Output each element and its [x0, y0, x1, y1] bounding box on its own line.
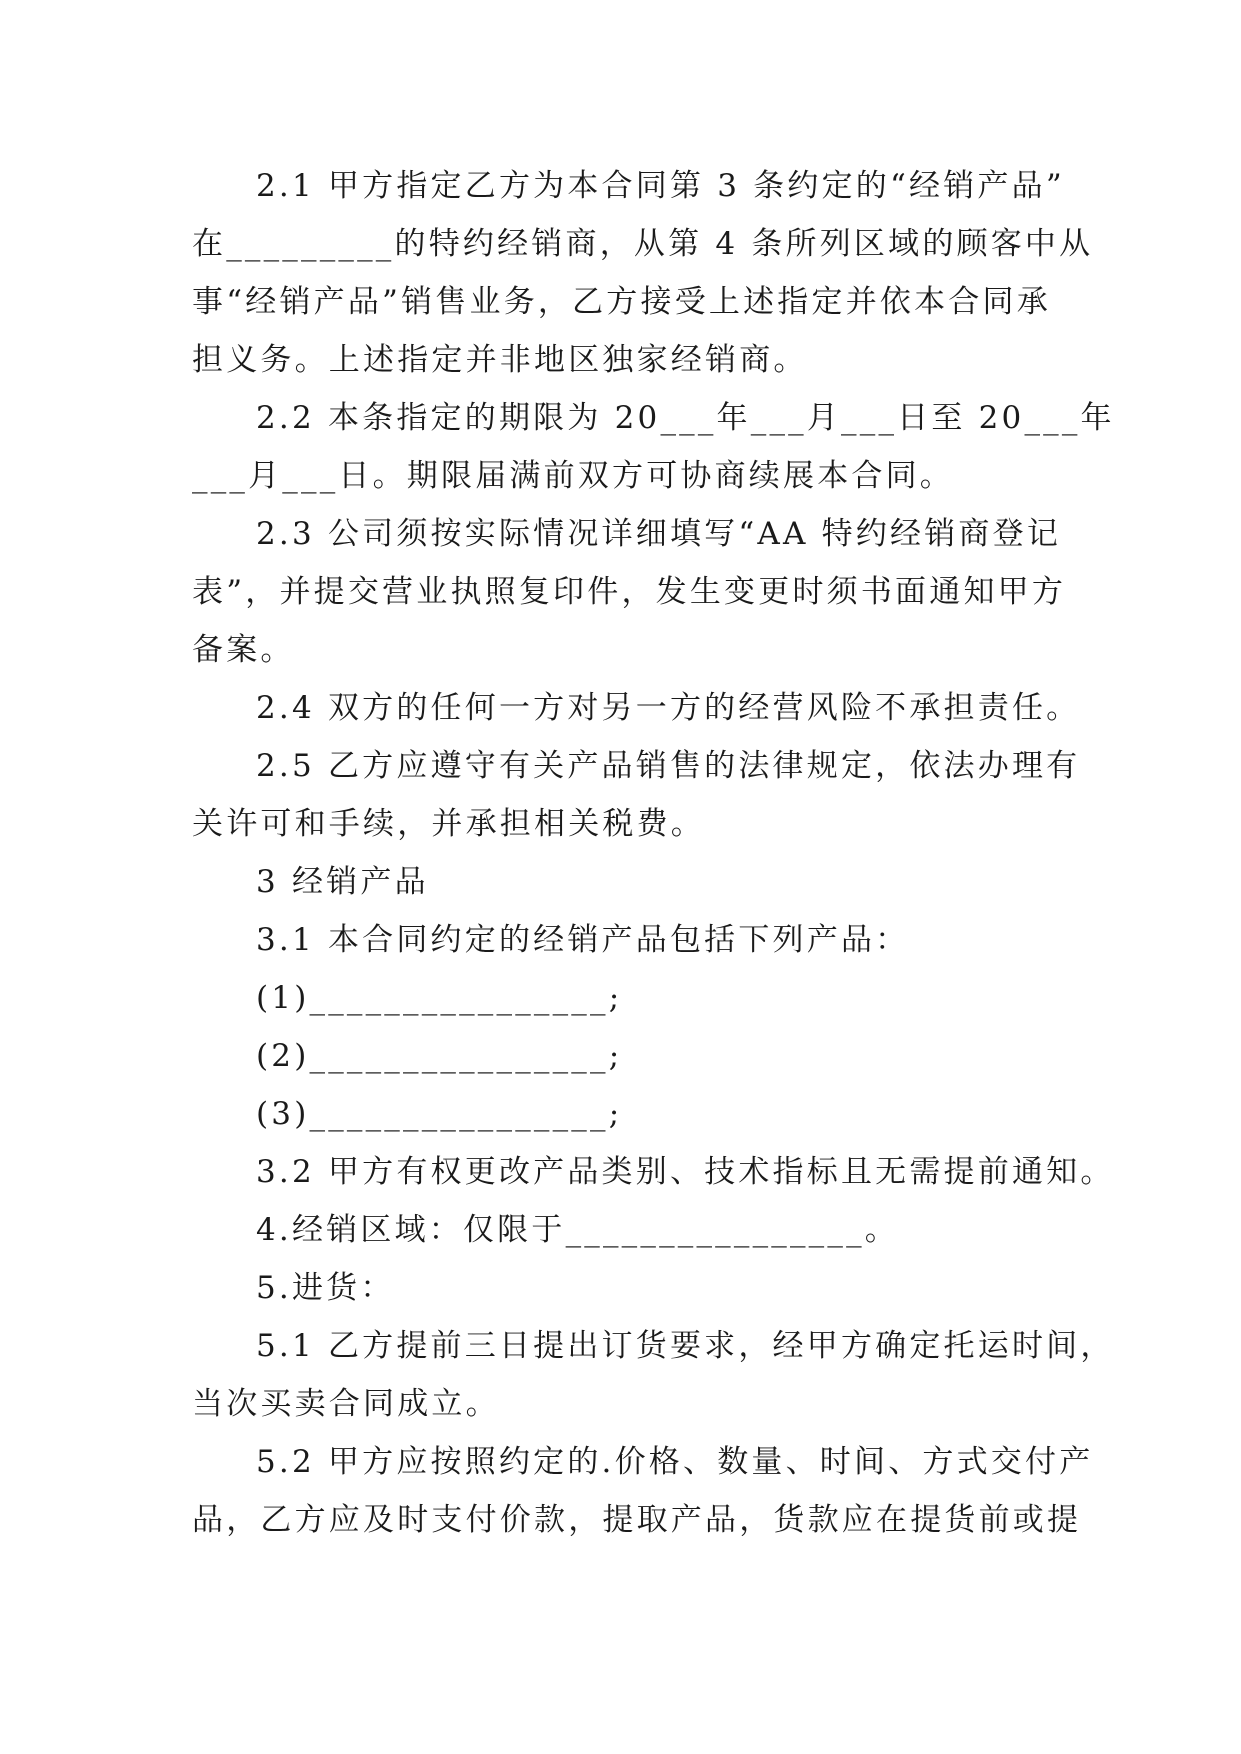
text-line: 3.1 本合同约定的经销产品包括下列产品： [256, 922, 910, 958]
product-item-3 [192, 1085, 1072, 1143]
document-body [192, 157, 1115, 1549]
paragraph-5-1 [192, 1317, 1115, 1433]
text-line: 担义务。上述指定并非地区独家经销商。 [192, 342, 808, 378]
list-item: (2)________________; [256, 1038, 623, 1074]
paragraph-2-1 [192, 157, 1094, 389]
paragraph-3-2 [192, 1143, 1115, 1201]
text-line: 表”，并提交营业执照复印件，发生变更时须书面通知甲方 [192, 574, 1067, 610]
paragraph-3-1 [192, 911, 1072, 969]
product-item-2 [192, 1027, 1072, 1085]
text-line: 3.2 甲方有权更改产品类别、技术指标且无需提前通知。 [256, 1154, 1115, 1190]
text-line: 5.2 甲方应按照约定的.价格、数量、时间、方式交付产 [256, 1444, 1094, 1480]
paragraph-5 [192, 1259, 1072, 1317]
text-line: 品，乙方应及时支付价款，提取产品，货款应在提货前或提 [192, 1502, 1082, 1538]
text-line: ___月___日。期限届满前双方可协商续展本合同。 [192, 458, 954, 494]
paragraph-4 [192, 1201, 1072, 1259]
text-line: 2.1 甲方指定乙方为本合同第 3 条约定的“经销产品” [256, 168, 1065, 204]
text-line: 5.1 乙方提前三日提出订货要求，经甲方确定托运时间， [256, 1328, 1115, 1364]
paragraph-5-2 [192, 1433, 1094, 1549]
text-line: 5.进货： [256, 1270, 395, 1306]
paragraph-2-2 [192, 389, 1115, 505]
text-line: 关许可和手续，并承担相关税费。 [192, 806, 705, 842]
text-line: 2.5 乙方应遵守有关产品销售的法律规定，依法办理有 [256, 748, 1081, 784]
section-heading-3 [192, 853, 1072, 911]
section-heading: 3 经销产品 [256, 864, 429, 900]
list-item: (1)________________; [256, 980, 623, 1016]
text-line: 当次买卖合同成立。 [192, 1386, 500, 1422]
paragraph-2-4 [192, 679, 1081, 737]
text-line: 事“经销产品”销售业务，乙方接受上述指定并依本合同承 [192, 284, 1051, 320]
text-line: 2.3 公司须按实际情况详细填写“AA 特约经销商登记 [256, 516, 1062, 552]
text-line: 4.经销区域：仅限于________________。 [256, 1212, 899, 1248]
paragraph-2-3 [192, 505, 1072, 679]
text-line: 2.2 本条指定的期限为 20___年___月___日至 20___年 [256, 400, 1115, 436]
product-item-1 [192, 969, 1072, 1027]
text-line: 2.4 双方的任何一方对另一方的经营风险不承担责任。 [256, 690, 1081, 726]
text-line: 备案。 [192, 632, 295, 668]
list-item: (3)________________; [256, 1096, 623, 1132]
paragraph-2-5 [192, 737, 1081, 853]
text-line: 在_________的特约经销商，从第 4 条所列区域的顾客中从 [192, 226, 1094, 262]
